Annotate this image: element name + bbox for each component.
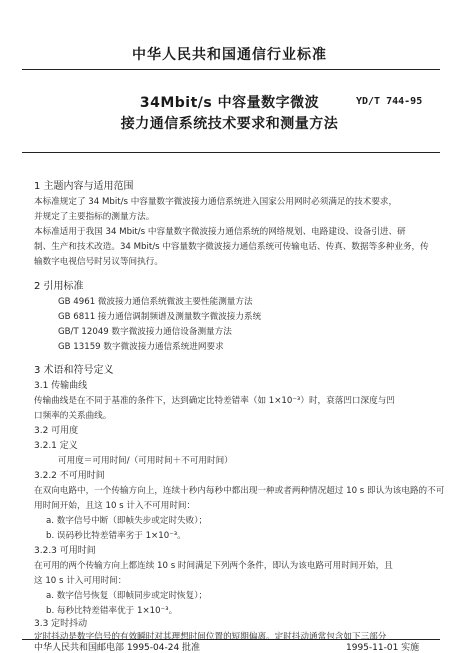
list-item-b: b. 误码秒比特差错率劣于 1×10⁻³。 [46, 531, 186, 541]
term-3-2-3-line1: 在可用的两个传输方向上都连续 10 s 时间满足下列两个条件，即认为该电路可用时间开始，且 [34, 561, 393, 571]
list-item-b: b. 每秒比特差错率优于 1×10⁻³。 [46, 606, 178, 616]
document-title-line1: 34Mbit/s 中容量数字微波 [139, 95, 320, 111]
section-1-para2-line3: 输数字电视信号时另议等间执行。 [34, 257, 163, 267]
term-3-1-heading: 3.1 传输曲线 [34, 381, 88, 391]
list-item-a: a. 数字信号中断（即帧失步或定时失败）； [46, 516, 208, 526]
title-rule [22, 152, 440, 153]
section-3-heading: 3 术语和符号定义 [34, 365, 114, 376]
reference-item: GB 13159 数字微波接力通信系统进网要求 [58, 342, 224, 352]
header-rule [22, 69, 440, 70]
list-item-a: a. 数字信号恢复（即帧同步或定时恢复）； [46, 591, 208, 601]
approval-date: 中华人民共和国邮电部 1995-04-24 批准 [34, 643, 201, 653]
section-2-heading: 2 引用标准 [34, 281, 84, 292]
implementation-date: 1995-11-01 实施 [346, 643, 420, 653]
section-1-para2-line2: 制、生产和技术改造。34 Mbit/s 中容量数字微波接力通信系统可传输电话、传真、数据等多种业务，传 [34, 242, 429, 252]
term-3-3-heading: 3.3 定时抖动 [34, 619, 88, 629]
term-3-1-line1: 传输曲线是在不同于基准的条件下，达到确定比特差错率（如 1×10⁻³）时，衰落凹口深度与凹 [34, 396, 395, 406]
term-3-2-2-line2: 用时间开始，且这 10 s 计入不可用时间： [34, 501, 196, 511]
term-3-1-line2: 口频率的关系曲线。 [34, 411, 112, 421]
standard-number: YD/T 744-95 [356, 96, 423, 107]
reference-item: GB/T 12049 数字微波接力通信设备测量方法 [58, 327, 232, 337]
reference-item: GB 6811 接力通信调制频谱及测量数字微波接力系统 [58, 312, 262, 322]
section-1-para2-line1: 本标准适用于我国 34 Mbit/s 中容量数字微波接力通信系统的网络规划、电路建设、设备引进、研 [34, 227, 406, 237]
section-1-para1-line2: 并规定了主要指标的测量方法。 [34, 212, 155, 222]
term-3-2-3-line2: 这 10 s 计入可用时间： [34, 576, 127, 586]
section-1-heading: 1 主题内容与适用范围 [34, 181, 134, 192]
document-title-line2: 接力通信系统技术要求和测量方法 [120, 116, 339, 132]
term-3-2-1-heading: 3.2.1 定义 [34, 441, 78, 451]
term-3-2-heading: 3.2 可用度 [34, 426, 79, 436]
reference-item: GB 4961 微波接力通信系统微波主要性能测量方法 [58, 297, 253, 307]
term-3-2-2-heading: 3.2.2 不可用时间 [34, 471, 105, 481]
term-3-2-2-line1: 在双向电路中，一个传输方向上，连续十秒内每秒中都出现一种或者两种情况超过 10 s 即认为该电路的不可 [34, 486, 445, 496]
standard-header: 中华人民共和国通信行业标准 [132, 47, 327, 63]
section-1-para1-line1: 本标准规定了 34 Mbit/s 中容量数字微波接力通信系统进入国家公用网时必须满足的技术要求， [34, 197, 398, 207]
term-3-3-line1: 定时抖动是数字信号的有效瞬时对其理想时间位置的短期偏离。定时抖动通常包含如下三部分 [34, 632, 387, 642]
term-3-2-1-formula: 可用度＝可用时间/（可用时间＋不可用时间） [58, 456, 233, 466]
term-3-2-3-heading: 3.2.3 可用时间 [34, 546, 96, 556]
